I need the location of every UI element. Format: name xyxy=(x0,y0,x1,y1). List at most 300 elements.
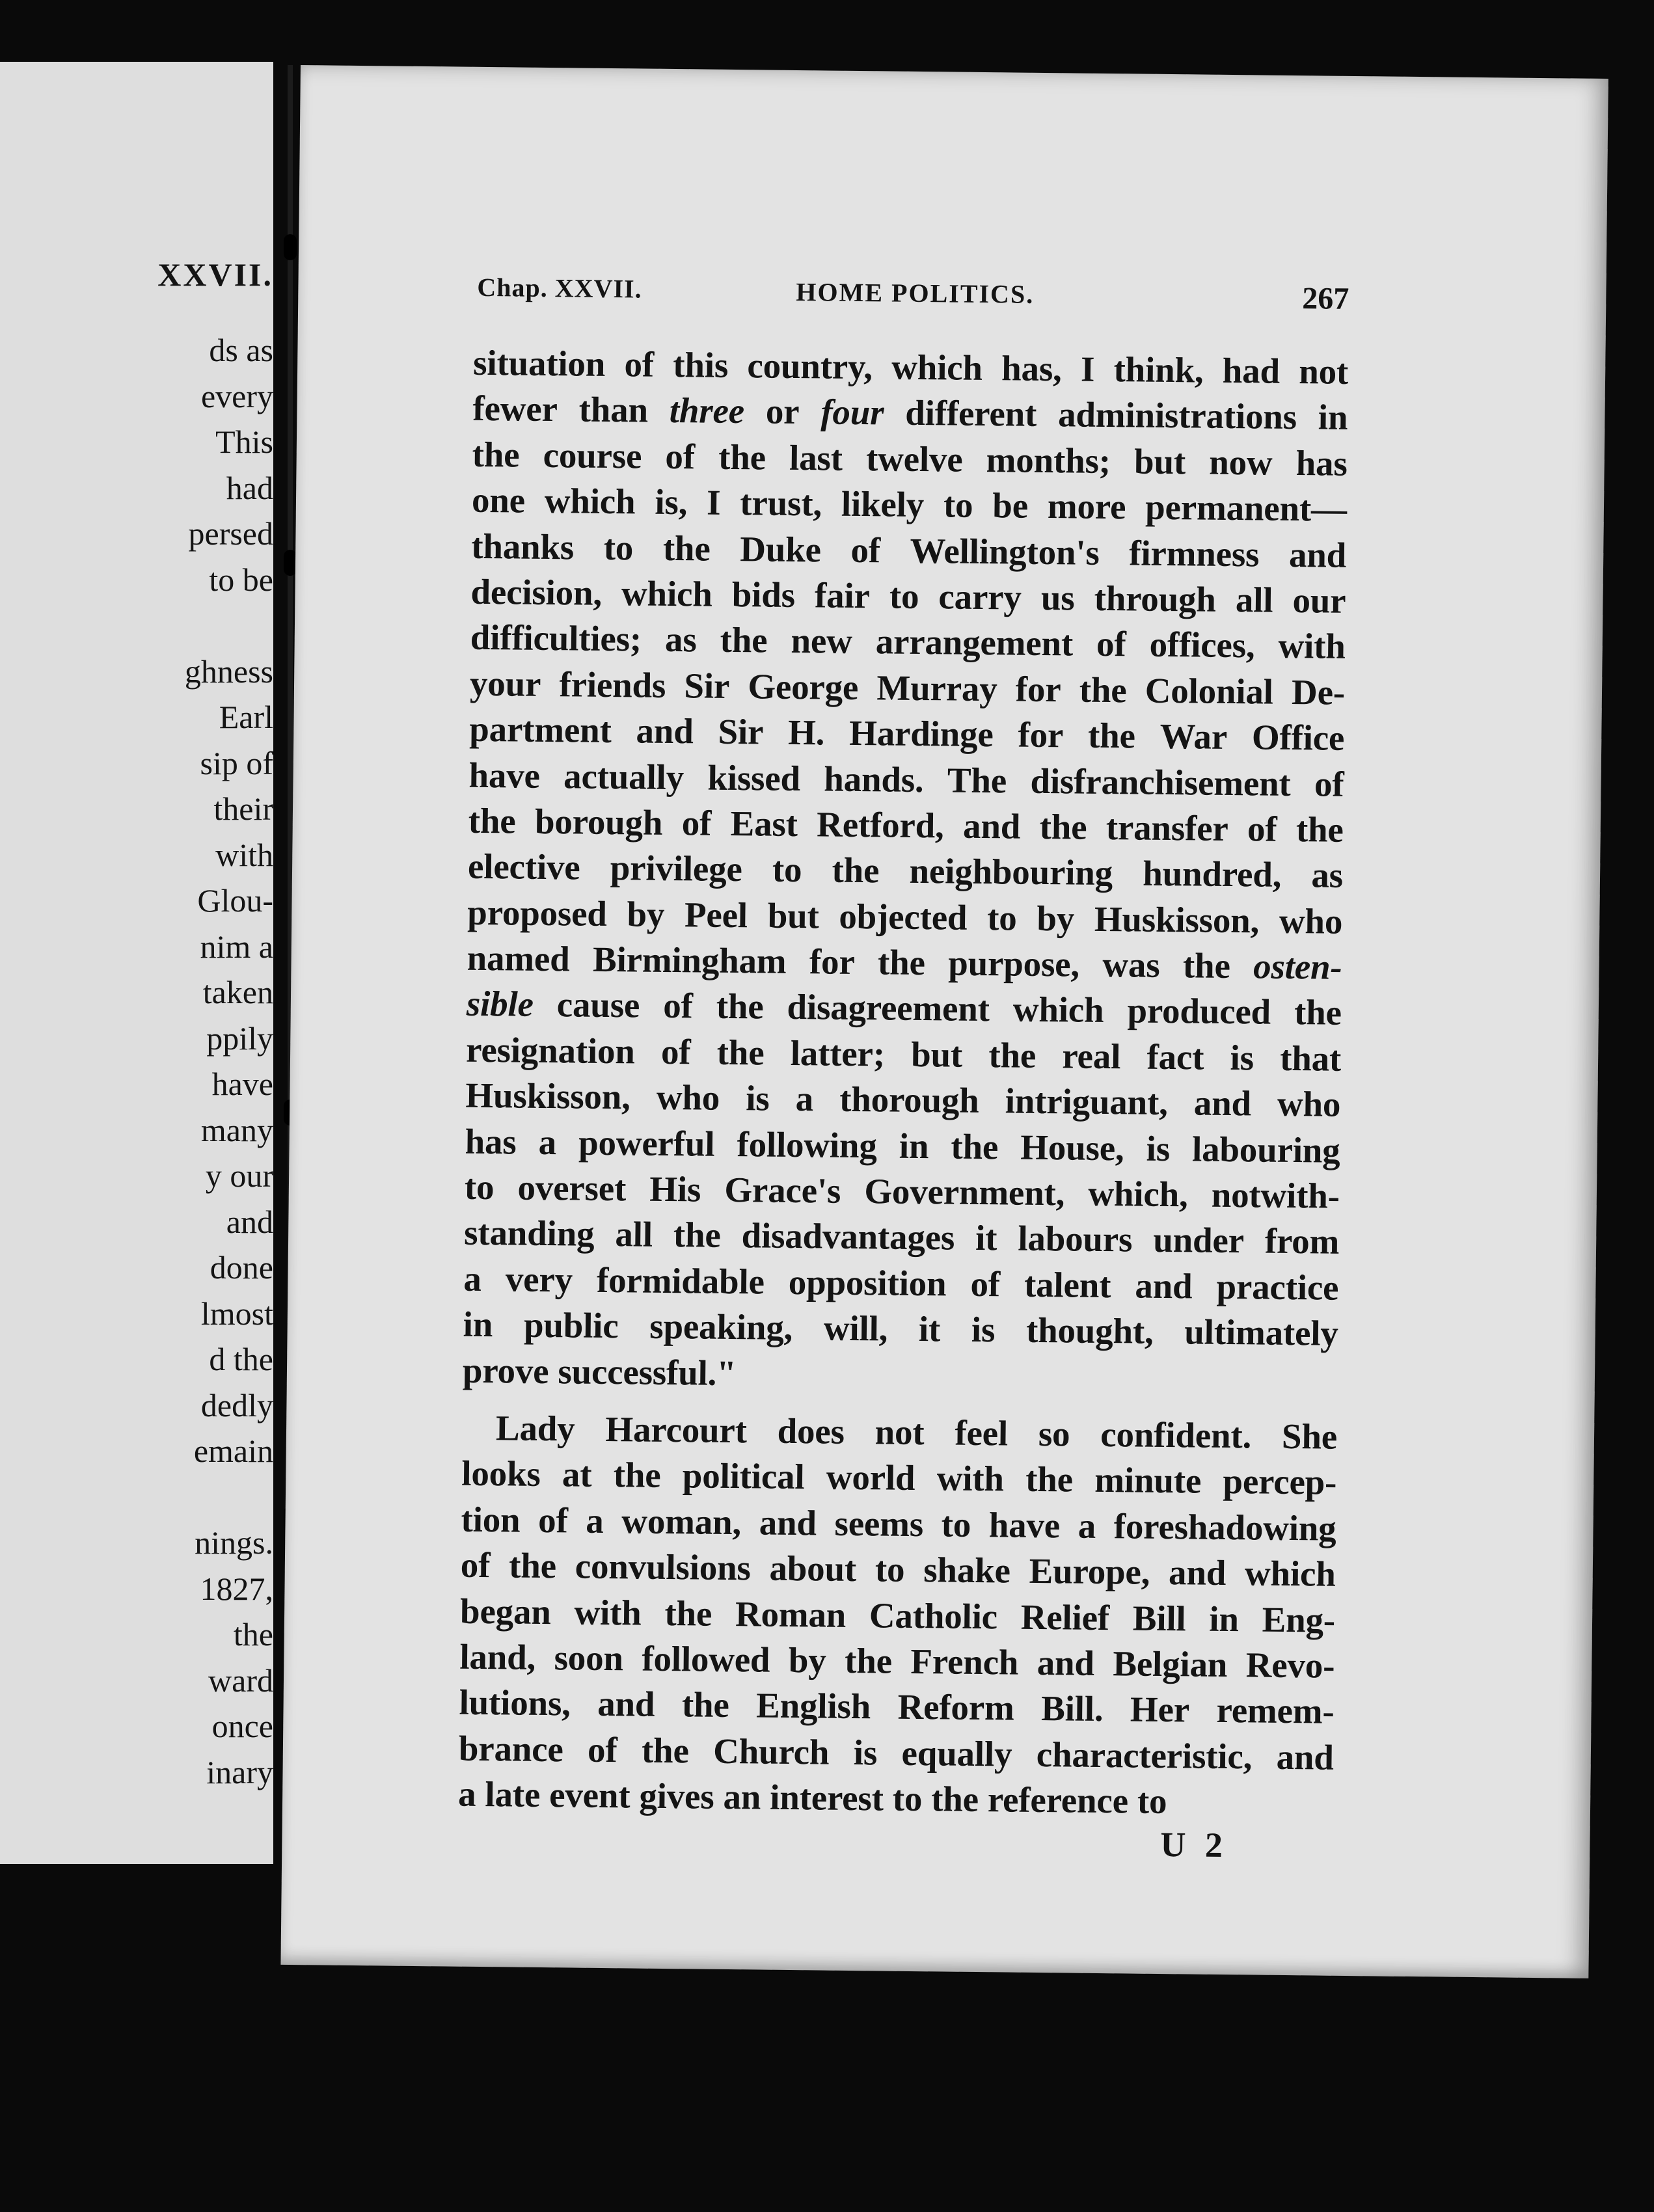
word: the xyxy=(718,437,766,478)
word: Her xyxy=(1130,1689,1190,1730)
word: shake xyxy=(923,1550,1011,1591)
word: in xyxy=(1318,397,1348,438)
word: followed xyxy=(642,1638,770,1680)
word: the xyxy=(1087,715,1136,756)
word: late xyxy=(485,1774,541,1815)
word: De- xyxy=(1291,671,1346,712)
word: at xyxy=(562,1454,592,1495)
word: Roman xyxy=(735,1593,847,1635)
word: the xyxy=(1182,945,1231,986)
word: now xyxy=(1208,442,1273,483)
word: and xyxy=(597,1684,655,1725)
word: Birmingham xyxy=(592,939,787,981)
word: situation xyxy=(472,342,606,384)
word: but xyxy=(910,1034,963,1075)
facing-page-line: taken xyxy=(202,974,273,1010)
word: that xyxy=(1279,1038,1342,1079)
word: by xyxy=(1037,898,1075,939)
word: which xyxy=(891,347,983,388)
running-title: HOME POLITICS. xyxy=(796,276,1035,309)
word: but xyxy=(767,895,819,936)
word: confident. xyxy=(1100,1414,1252,1456)
word: kissed xyxy=(707,757,801,798)
word: resignation xyxy=(465,1029,636,1072)
word: the xyxy=(832,850,880,891)
word: gives xyxy=(639,1775,714,1816)
word: all xyxy=(615,1214,653,1255)
word: a xyxy=(463,1258,482,1299)
word: disfranchisement xyxy=(1030,761,1291,803)
text-line xyxy=(459,1634,1335,1689)
facing-page-line: ghness xyxy=(184,653,273,690)
facing-page-line: lmost xyxy=(200,1295,273,1332)
word: a xyxy=(1078,1505,1096,1546)
word: it xyxy=(918,1309,941,1349)
word: difficulties; xyxy=(470,617,642,659)
word: proposed xyxy=(467,892,608,934)
word: Office xyxy=(1251,717,1345,758)
word: latter; xyxy=(790,1032,886,1074)
word: likely xyxy=(841,483,925,525)
facing-page-line: emain xyxy=(193,1433,273,1469)
word: disagreement xyxy=(787,987,990,1029)
word: objected xyxy=(839,896,968,937)
word: is xyxy=(1146,1128,1171,1168)
word: privilege xyxy=(610,848,742,889)
word: is xyxy=(853,1732,878,1773)
word: foreshadowing xyxy=(1113,1505,1336,1548)
word: and xyxy=(1288,534,1347,575)
word: George xyxy=(748,666,859,707)
word: which xyxy=(621,573,713,614)
facing-page-header: XXVII. xyxy=(157,256,273,293)
word: the xyxy=(988,1035,1037,1075)
word: borough xyxy=(534,801,663,843)
word: be xyxy=(992,485,1029,526)
word: cause xyxy=(556,984,640,1026)
word: Relief xyxy=(1020,1597,1110,1638)
word: of xyxy=(1314,763,1344,804)
text-line xyxy=(465,1165,1340,1219)
word: hundred, xyxy=(1142,853,1282,895)
word: was xyxy=(1102,945,1160,985)
word: looks xyxy=(461,1453,541,1494)
word: H. xyxy=(787,712,825,753)
word: the xyxy=(1079,669,1127,710)
word: a xyxy=(457,1774,476,1814)
word: Murray xyxy=(876,668,997,708)
word: minute xyxy=(1094,1460,1202,1501)
word: who xyxy=(1279,900,1343,941)
word: which xyxy=(544,481,636,522)
body-text xyxy=(458,340,1349,1826)
word: with xyxy=(574,1592,642,1633)
word: the xyxy=(720,620,768,660)
word: with xyxy=(1278,626,1346,667)
word: not xyxy=(874,1412,925,1453)
word: in xyxy=(899,1126,929,1166)
word: remem- xyxy=(1216,1690,1335,1732)
word: of xyxy=(681,803,712,843)
word: firmness xyxy=(1128,532,1260,574)
facing-page-line: Glou- xyxy=(197,882,273,919)
word: the xyxy=(844,1640,893,1681)
word: Sir xyxy=(718,711,764,752)
word: new xyxy=(791,621,852,662)
word: sible xyxy=(466,984,534,1025)
word: as xyxy=(664,619,697,660)
facing-page-line: had xyxy=(226,469,273,506)
word: a xyxy=(586,1500,604,1541)
word: fair xyxy=(814,575,871,616)
word: the xyxy=(613,1455,661,1496)
word: Church xyxy=(712,1731,830,1772)
text-line xyxy=(458,1772,1334,1826)
word: through xyxy=(1094,578,1217,619)
word: characteristic, xyxy=(1036,1734,1253,1777)
word: than xyxy=(578,389,649,431)
signature-mark: U 2 xyxy=(1160,1824,1228,1865)
page-number: 267 xyxy=(1302,281,1349,316)
word: the xyxy=(1295,809,1344,850)
word: Harcourt xyxy=(605,1409,748,1451)
word: East xyxy=(730,803,798,844)
word: thought, xyxy=(1025,1310,1154,1352)
word: Reform xyxy=(897,1687,1014,1728)
word: War xyxy=(1159,716,1228,757)
word: Government, xyxy=(864,1171,1065,1213)
word: from xyxy=(1264,1221,1340,1262)
text-line xyxy=(463,1347,1338,1402)
word: the xyxy=(1025,1459,1074,1500)
facing-page-line xyxy=(185,1474,273,1520)
facing-page-line: nim a xyxy=(200,928,273,965)
word: our xyxy=(1292,580,1346,621)
word: event xyxy=(549,1775,630,1816)
word: more xyxy=(1047,486,1126,527)
word: which xyxy=(1244,1553,1336,1594)
binding-stitch xyxy=(284,234,297,260)
word: the xyxy=(716,1032,765,1073)
word: decision, xyxy=(470,571,603,613)
word: so xyxy=(1038,1413,1070,1454)
facing-page-line: and xyxy=(226,1203,273,1240)
facing-page xyxy=(0,62,273,1864)
word: the xyxy=(468,800,516,841)
word: purpose, xyxy=(948,943,1080,984)
word: under xyxy=(1152,1220,1245,1261)
word: who xyxy=(1277,1084,1341,1125)
word: to xyxy=(464,1167,495,1207)
word: transfer xyxy=(1105,807,1228,848)
facing-page-line: many xyxy=(200,1111,273,1148)
word: as xyxy=(1311,855,1344,896)
word: standing xyxy=(463,1213,595,1254)
word: trust, xyxy=(740,483,822,524)
word: the xyxy=(641,1730,690,1771)
facing-page-line: ppily xyxy=(206,1019,273,1057)
word: who xyxy=(656,1077,720,1118)
word: Lady xyxy=(495,1408,575,1449)
facing-page-line: every xyxy=(200,377,273,414)
word: has xyxy=(465,1121,517,1162)
word: carry xyxy=(938,576,1022,617)
word: the xyxy=(1294,992,1342,1033)
word: practice xyxy=(1216,1266,1339,1308)
word: has xyxy=(1295,442,1348,483)
word: labours xyxy=(1018,1219,1133,1260)
word: interest xyxy=(769,1777,884,1818)
word: woman, xyxy=(621,1501,742,1542)
word: permanent— xyxy=(1145,487,1348,530)
facing-page-line: done xyxy=(210,1249,273,1286)
word: with xyxy=(936,1458,1005,1499)
word: to xyxy=(874,1549,905,1590)
word: four xyxy=(820,392,884,433)
word: by xyxy=(627,894,665,934)
word: for xyxy=(1018,714,1064,755)
word: of xyxy=(665,436,696,477)
word: overset xyxy=(517,1167,627,1209)
word: Grace's xyxy=(724,1169,841,1211)
facing-page-line: once xyxy=(211,1708,273,1744)
word: will, xyxy=(823,1308,888,1349)
word: Huskisson, xyxy=(465,1075,631,1117)
word: powerful xyxy=(578,1122,715,1164)
word: fewer xyxy=(472,388,558,429)
word: twelve xyxy=(865,438,963,479)
word: tion xyxy=(461,1499,521,1540)
word: formidable xyxy=(596,1260,765,1302)
word: has, xyxy=(1001,348,1062,389)
word: Revo- xyxy=(1245,1645,1335,1686)
word: political xyxy=(682,1455,805,1497)
word: the xyxy=(716,986,764,1027)
word: administrations xyxy=(1057,394,1297,437)
word: land, xyxy=(459,1636,536,1677)
word: English xyxy=(755,1685,871,1727)
word: to xyxy=(943,485,973,526)
word: and xyxy=(1135,1265,1193,1306)
word: and xyxy=(962,805,1021,846)
word: very xyxy=(505,1259,573,1300)
word: and xyxy=(636,710,694,751)
word: one xyxy=(471,479,526,520)
word: Retford, xyxy=(816,804,944,846)
word: Europe, xyxy=(1029,1551,1150,1592)
word: but xyxy=(1133,441,1186,482)
word: to xyxy=(603,527,634,567)
running-head xyxy=(477,272,1349,320)
word: in xyxy=(1209,1598,1240,1639)
facing-page-line: persed xyxy=(188,515,273,552)
word: brance xyxy=(458,1728,563,1770)
word: His xyxy=(649,1168,701,1209)
word: The xyxy=(947,759,1007,800)
word: Belgian xyxy=(1113,1643,1228,1684)
text-line xyxy=(468,798,1344,853)
facing-page-line: to be xyxy=(209,561,273,598)
word: began xyxy=(459,1591,552,1632)
word: is, xyxy=(655,481,688,522)
word: convulsions xyxy=(575,1546,751,1588)
word: opposition xyxy=(788,1261,947,1304)
word: French xyxy=(910,1641,1019,1682)
word: Wellington's xyxy=(910,530,1100,573)
facing-page-line: have xyxy=(211,1066,273,1102)
facing-page-line: 1827, xyxy=(200,1570,273,1607)
word: world xyxy=(826,1457,915,1498)
word: I xyxy=(1080,349,1095,389)
facing-page-line: This xyxy=(215,424,273,460)
word: is xyxy=(971,1310,996,1350)
chapter-label: Chap. XXVII. xyxy=(477,272,642,304)
word: Colonial xyxy=(1145,670,1274,712)
word: the xyxy=(662,528,711,569)
facing-page-line: ds as xyxy=(209,332,273,368)
word: a xyxy=(795,1079,814,1119)
word: the xyxy=(472,434,520,475)
facing-page-line: nings. xyxy=(195,1524,273,1561)
word: of xyxy=(624,344,655,384)
word: is xyxy=(1230,1037,1254,1078)
word: have xyxy=(468,755,541,796)
word: reference xyxy=(987,1779,1129,1821)
word: have xyxy=(988,1504,1061,1546)
word: an xyxy=(723,1777,761,1817)
word: or xyxy=(765,391,800,432)
word: to xyxy=(986,897,1017,938)
word: is xyxy=(745,1078,770,1118)
word: actually xyxy=(563,755,685,797)
facing-page-line: the xyxy=(233,1616,273,1652)
word: produced xyxy=(1127,990,1271,1032)
word: ultimately xyxy=(1184,1312,1338,1354)
word: offices, xyxy=(1149,625,1255,666)
word: a xyxy=(538,1122,557,1162)
word: speaking, xyxy=(649,1306,793,1348)
word: of xyxy=(970,1263,1001,1304)
facing-page-line: inary xyxy=(206,1753,273,1790)
word: different xyxy=(905,393,1037,435)
word: arrangement xyxy=(875,621,1074,664)
facing-page-line: sip of xyxy=(200,744,273,781)
facing-page-line: dedly xyxy=(200,1386,273,1423)
word: named xyxy=(467,937,570,979)
word: of xyxy=(587,1729,617,1770)
word: soon xyxy=(554,1638,624,1679)
word: and xyxy=(1276,1736,1335,1777)
word: neighbouring xyxy=(909,851,1113,893)
word: by xyxy=(788,1639,826,1680)
word: to xyxy=(889,576,919,616)
word: notwith- xyxy=(1211,1174,1340,1216)
word: this xyxy=(673,345,729,385)
facing-page-line: y our xyxy=(205,1157,273,1194)
word: in xyxy=(463,1304,493,1345)
word: of xyxy=(460,1544,491,1585)
word: osten- xyxy=(1253,946,1342,987)
word: which, xyxy=(1088,1173,1188,1215)
word: bids xyxy=(731,574,796,615)
word: the xyxy=(681,1684,729,1725)
word: of xyxy=(850,530,881,570)
word: of xyxy=(1247,809,1277,849)
word: equally xyxy=(901,1733,1012,1774)
word: to xyxy=(941,1504,971,1544)
word: and xyxy=(1037,1642,1095,1683)
word: about xyxy=(769,1548,857,1589)
word: of xyxy=(1096,624,1126,664)
word: country, xyxy=(747,345,873,387)
word: House, xyxy=(1020,1127,1124,1168)
word: for xyxy=(1015,669,1061,710)
facing-page-line xyxy=(185,602,273,649)
word: Catholic xyxy=(869,1595,998,1636)
word: months; xyxy=(986,439,1111,481)
word: talent xyxy=(1024,1264,1111,1305)
word: Sir xyxy=(684,665,730,706)
word: the xyxy=(1039,806,1087,847)
word: and xyxy=(1193,1083,1252,1124)
word: friends xyxy=(559,664,666,705)
word: all xyxy=(1235,580,1273,620)
word: the xyxy=(951,1126,999,1167)
word: Peel xyxy=(684,894,748,935)
word: us xyxy=(1040,577,1075,618)
facing-page-line: with xyxy=(215,836,273,873)
word: She xyxy=(1281,1416,1338,1457)
facing-page-line: d the xyxy=(209,1341,273,1377)
word: it xyxy=(975,1218,997,1258)
word: Eng- xyxy=(1262,1599,1336,1640)
word: real xyxy=(1062,1036,1121,1077)
word: labouring xyxy=(1191,1129,1340,1170)
word: to xyxy=(772,849,802,890)
word: seems xyxy=(834,1503,924,1544)
word: public xyxy=(523,1304,619,1346)
word: of xyxy=(662,986,694,1026)
word: does xyxy=(777,1410,845,1451)
word: Huskisson, xyxy=(1094,898,1260,941)
word: last xyxy=(789,437,843,478)
word: think, xyxy=(1113,349,1204,390)
facing-page-line: Earl xyxy=(219,699,273,735)
facing-page-line: their xyxy=(213,790,273,827)
word: of xyxy=(537,1500,568,1541)
word: elective xyxy=(467,846,580,887)
word: Duke xyxy=(739,528,822,569)
word: partment xyxy=(469,708,612,751)
word: of xyxy=(660,1031,691,1072)
facing-page-line: ward xyxy=(208,1662,273,1699)
facing-page-text xyxy=(185,327,273,1795)
word: thorough xyxy=(839,1079,979,1121)
word: disadvantages xyxy=(741,1215,955,1258)
word: course xyxy=(543,435,642,476)
word: hands. xyxy=(824,759,924,800)
word: the xyxy=(508,1545,557,1586)
book-page xyxy=(280,65,1608,1978)
word: to xyxy=(892,1778,923,1819)
word: for xyxy=(809,941,855,982)
word: three xyxy=(669,390,745,431)
word: Bill xyxy=(1132,1598,1186,1638)
word: had xyxy=(1222,350,1281,391)
word: thanks xyxy=(470,526,575,567)
word: lutions, xyxy=(459,1682,571,1723)
word: the xyxy=(673,1215,721,1256)
